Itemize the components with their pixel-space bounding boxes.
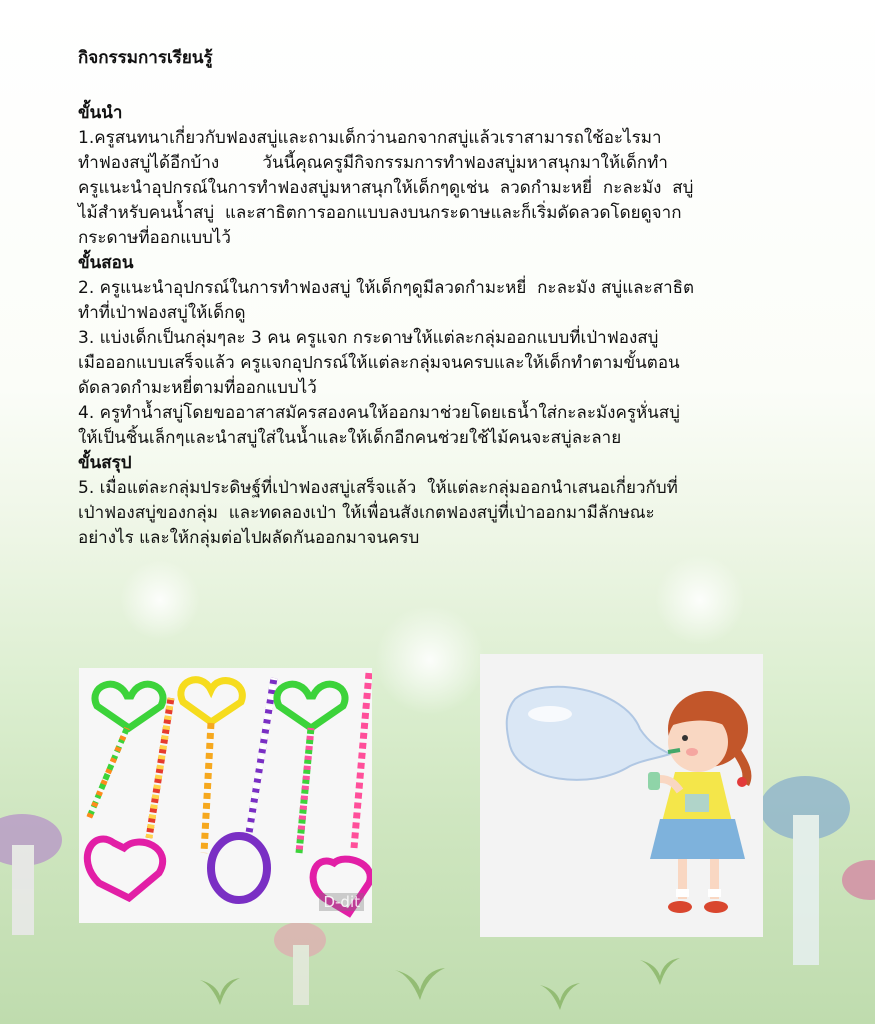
- watermark: D-dit: [319, 893, 364, 911]
- intro-line: 1.ครูสนทนาเกี่ยวกับฟองสบู่และถามเด็กว่านอกจากสบู่แล้วเราสามารถใช้อะไรมา: [78, 128, 662, 148]
- summary-line: อย่างไร และให้กลุ่มต่อไปผลัดกันออกมาจนครบ: [78, 528, 420, 548]
- wand-green-heart-2: [277, 684, 345, 728]
- bubble-wands-photo: [79, 668, 372, 923]
- teaching-line: ทำที่เป่าฟองสบู่ให้เด็กดู: [78, 303, 246, 323]
- teaching-line: ให้เป็นชิ้นเล็กๆและนำสบู่ใส่ในน้ำและให้เด็กอีกคนช่วยใช้ไม้คนจะสบู่ละลาย: [78, 428, 622, 448]
- intro-line: ครูแนะนำอุปกรณ์ในการทำฟองสบู่มหาสนุกให้เด็กๆดูเช่น ลวดกำมะหยี่ กะละมัง สบู่: [78, 178, 694, 198]
- teaching-line: 3. แบ่งเด็กเป็นกลุ่มๆละ 3 คน ครูแจก กระดาษให้แต่ละกลุ่มออกแบบที่เป่าฟองสบู่: [78, 328, 659, 348]
- soap-bubble: [507, 687, 670, 780]
- section-heading-teaching: ขั้นสอน: [78, 253, 134, 273]
- wand-magenta-heart: [87, 839, 162, 898]
- summary-line: 5. เมื่อแต่ละกลุ่มประดิษฐ์ที่เป่าฟองสบู่เสร็จแล้ว ให้แต่ละกลุ่มออกนำเสนอเกี่ยวกับที่: [78, 478, 678, 498]
- intro-line: กระดาษที่ออกแบบไว้: [78, 228, 231, 248]
- wand-purple-ring: [211, 836, 267, 900]
- wand-green-heart: [95, 684, 163, 728]
- teaching-line: 2. ครูแนะนำอุปกรณ์ในการทำฟองสบู่ ให้เด็กๆดูมีลวดกำมะหยี่ กะละมัง สบู่และสาธิต: [78, 278, 695, 298]
- girl-blowing-bubble-illustration: [480, 654, 763, 937]
- intro-line: ทำฟองสบู่ได้อีกบ้าง วันนี้คุณครูมีกิจกรรมการทำฟองสบู่มหาสนุกมาให้เด็กทำ: [78, 153, 668, 173]
- page-title: กิจกรรมการเรียนรู้: [78, 48, 213, 68]
- wand-yellow-heart: [181, 680, 242, 722]
- teaching-line: เมือออกแบบเสร็จแล้ว ครูแจกอุปกรณ์ให้แต่ละกลุ่มจนครบและให้เด็กทำตามขั้นตอน: [78, 353, 680, 373]
- mushroom-bottom: [274, 922, 326, 1005]
- teaching-line: 4. ครูทำน้ำสบู่โดยขออาสาสมัครสองคนให้ออกมาช่วยโดยเธน้ำใส่กะละมังครูหั่นสบู่: [78, 403, 680, 423]
- mushroom-left: [0, 814, 62, 935]
- intro-line: ไม้สำหรับคนน้ำสบู่ และสาธิตการออกแบบลงบนกระดาษและก็เริ่มดัดลวดโดยดูจาก: [78, 203, 682, 223]
- lesson-document: [78, 45, 798, 551]
- section-heading-summary: ขั้นสรุป: [78, 453, 132, 473]
- teaching-line: ดัดลวดกำมะหยี่ตามที่ออกแบบไว้: [78, 378, 317, 398]
- mushroom-right: [760, 776, 875, 965]
- section-heading-intro: ขั้นนำ: [78, 103, 123, 123]
- summary-line: เป่าฟองสบู่ของกลุ่ม และทดลองเป่า ให้เพื่อนสังเกตฟองสบู่ที่เป่าออกมามีลักษณะ: [78, 503, 655, 523]
